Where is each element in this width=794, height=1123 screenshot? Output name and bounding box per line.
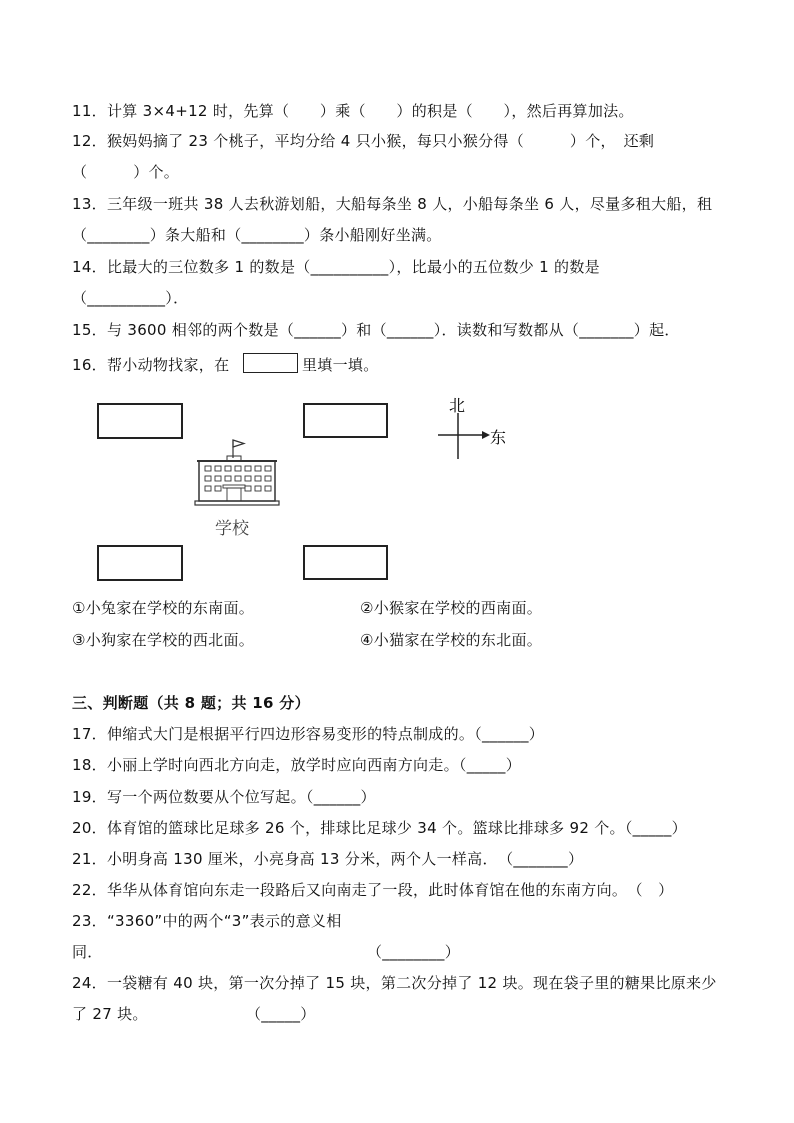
question-12-line1: 12．猴妈妈摘了 23 个桃子，平均分给 4 只小猴，每只小猴分得（ ）个， 还剩 [72,132,655,150]
question-14-line2: （__________）． [72,289,189,307]
answer-box-northeast[interactable] [303,403,388,438]
question-11: 11．计算 3×4+12 时，先算（ ）乘（ ）的积是（ ），然后再算加法。 [72,102,634,120]
school-icon [195,440,279,505]
answer-box-southwest[interactable] [97,545,183,581]
answer-box-northwest[interactable] [97,403,183,439]
option-1: ①小兔家在学校的东南面。 [72,599,255,617]
question-16-prefix: 16．帮小动物找家，在 [72,356,230,374]
question-18: 18．小丽上学时向西北方向走，放学时应向西南方向走。（_____） [72,756,521,774]
question-16-suffix: 里填一填。 [302,356,379,374]
option-2: ②小猴家在学校的西南面。 [360,599,543,617]
option-3: ③小狗家在学校的西北面。 [72,631,255,649]
question-23-answer-blank[interactable]: （________） [367,943,461,961]
school-building [193,436,288,546]
question-15: 15．与 3600 相邻的两个数是（______）和（______）．读数和写数都从（_______）起． [72,321,680,339]
question-14-line1: 14．比最大的三位数多 1 的数是（__________），比最小的五位数少 1 的数是 [72,258,600,276]
question-12-line2: （ ）个。 [72,163,180,181]
question-21: 21．小明身高 130 厘米，小亮身高 13 分米，两个人一样高． （_______） [72,850,584,868]
question-17: 17．伸缩式大门是根据平行四边形容易变形的特点制成的。（______） [72,725,545,743]
east-label: 东 [490,428,507,447]
question-13-line1: 13．三年级一班共 38 人去秋游划船，大船每条坐 8 人，小船每条坐 6 人，尽量多租大船，租 [72,195,713,213]
question-23-line2: 同． [72,943,103,961]
question-24-line1: 24．一袋糖有 40 块，第一次分掉了 15 块，第二次分掉了 12 块。现在袋子里的糖果比原来少 [72,974,717,992]
question-20: 20．体育馆的篮球比足球多 26 个，排球比足球少 34 个。篮球比排球多 92 个。（_____） [72,819,687,837]
east-arrow-icon [482,431,490,439]
question-24-answer-blank[interactable]: （_____） [246,1005,316,1023]
question-24-line2: 了 27 块。 [72,1005,148,1023]
inline-answer-box [243,353,298,373]
school-label: 学校 [215,519,249,539]
question-23-line1: 23．“3360”中的两个“3”表示的意义相 [72,912,342,930]
north-label: 北 [449,396,466,415]
question-19: 19．写一个两位数要从个位写起。（______） [72,788,376,806]
question-13-line2: （________）条大船和（________）条小船刚好坐满。 [72,226,442,244]
answer-box-southeast[interactable] [303,545,388,580]
compass [420,393,510,468]
question-22: 22．华华从体育馆向东走一段路后又向南走了一段，此时体育馆在他的东南方向。 （ ） [72,881,674,899]
option-4: ④小猫家在学校的东北面。 [360,631,543,649]
section-3-heading: 三、判断题（共 8 题；共 16 分） [72,694,310,712]
